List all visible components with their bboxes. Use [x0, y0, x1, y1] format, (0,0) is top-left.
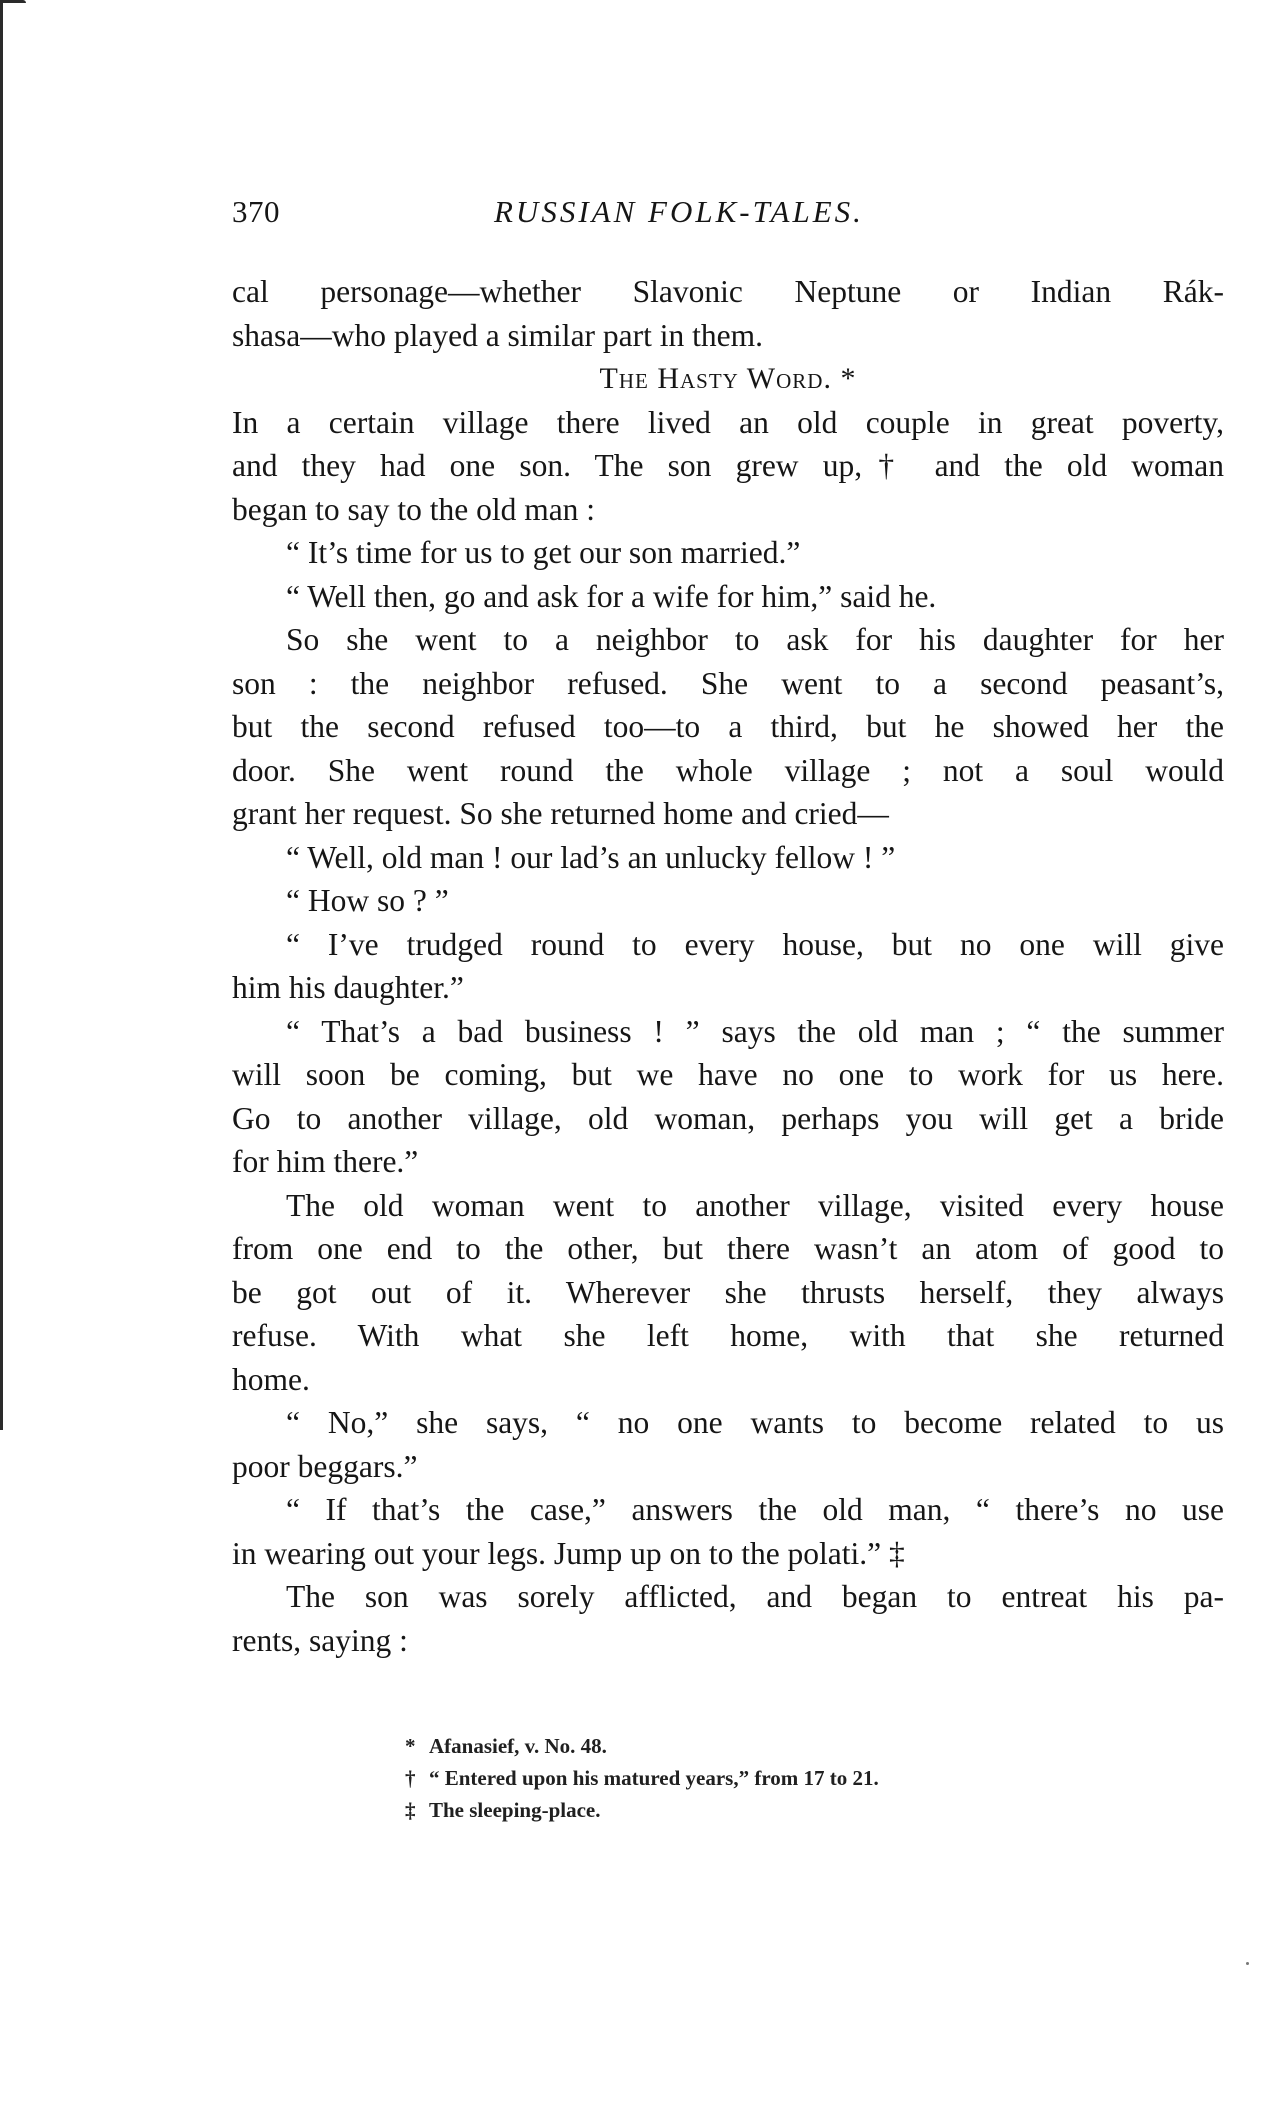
body-line: from one end to the other, but there wasn’t an atom of good to	[232, 1231, 1224, 1266]
body-line: home.	[232, 1361, 310, 1397]
footnote	[405, 1730, 1105, 1762]
body-line: for him there.”	[232, 1144, 419, 1179]
body-line: “ That’s a bad business ! ” says the old man ; “ the summer	[286, 1013, 1224, 1049]
body-line: “ How so ? ”	[286, 883, 449, 918]
body-line: “ Well then, go and ask for a wife for him,” said he.	[286, 578, 937, 614]
body-line: poor beggars.”	[232, 1448, 418, 1484]
body-line: Go to another village, old woman, perhaps you will get a bride	[232, 1100, 1224, 1136]
body-line: grant her request. So she returned home and cried—	[232, 796, 889, 831]
running-title: RUSSIAN FOLK-TALES.	[494, 194, 864, 229]
body-line: “ Well, old man ! our lad’s an unlucky fellow ! ”	[286, 839, 896, 875]
body-line: refuse. With what she left home, with that she returned	[232, 1318, 1224, 1353]
page-edge	[0, 0, 7, 1430]
body-line: The son was sorely afflicted, and began to entreat his pa-	[286, 1579, 1224, 1614]
body-line: will soon be coming, but we have no one to work for us here.	[232, 1057, 1224, 1092]
body-line: shasa—who played a similar part in them.	[232, 317, 763, 353]
body-line: In a certain village there lived an old couple in great poverty,	[232, 404, 1224, 440]
body-line: but the second refused too—to a third, but he showed her the	[232, 709, 1224, 744]
body-line: be got out of it. Wherever she thrusts herself, they always	[232, 1274, 1224, 1310]
section-heading: The Hasty Word. *	[599, 362, 857, 395]
page-number: 370	[232, 194, 280, 229]
footnote-mark: *	[405, 1734, 416, 1758]
body-line: “ I’ve trudged round to every house, but no one will give	[286, 926, 1224, 962]
body-line: “ It’s time for us to get our son married.”	[286, 535, 801, 570]
body-line: So she went to a neighbor to ask for his daughter for her	[286, 622, 1224, 657]
body-line: “ No,” she says, “ no one wants to become related to us	[286, 1405, 1224, 1440]
footnote-mark: †	[405, 1766, 416, 1790]
scan-speck	[1246, 1962, 1249, 1965]
body-text	[232, 270, 1224, 1662]
body-line: “ If that’s the case,” answers the old man, “ there’s no use	[286, 1492, 1224, 1527]
footnote-text: Afanasief, v. No. 48.	[429, 1734, 607, 1758]
body-line: him his daughter.”	[232, 970, 464, 1005]
footnote-mark: ‡	[405, 1798, 416, 1822]
body-line: son : the neighbor refused. She went to a second peasant’s,	[232, 665, 1224, 701]
body-line: door. She went round the whole village ; not a soul would	[232, 752, 1224, 788]
footnote	[405, 1794, 1105, 1826]
body-line: in wearing out your legs. Jump up on to the polati.” ‡	[232, 1535, 905, 1571]
body-line: The old woman went to another village, visited every house	[286, 1187, 1224, 1223]
body-line: rents, saying :	[232, 1622, 408, 1658]
footnote-text: “ Entered upon his matured years,” from 17 to 21.	[429, 1766, 879, 1790]
footnote-text: The sleeping-place.	[429, 1798, 601, 1822]
body-line: cal personage—whether Slavonic Neptune or Indian Rák-	[232, 274, 1224, 309]
footnotes	[405, 1730, 1105, 1826]
body-line: and they had one son. The son grew up,† and the old woman	[232, 448, 1224, 483]
footnote	[405, 1762, 1105, 1794]
page-header	[232, 194, 1212, 240]
body-line: began to say to the old man :	[232, 491, 596, 527]
